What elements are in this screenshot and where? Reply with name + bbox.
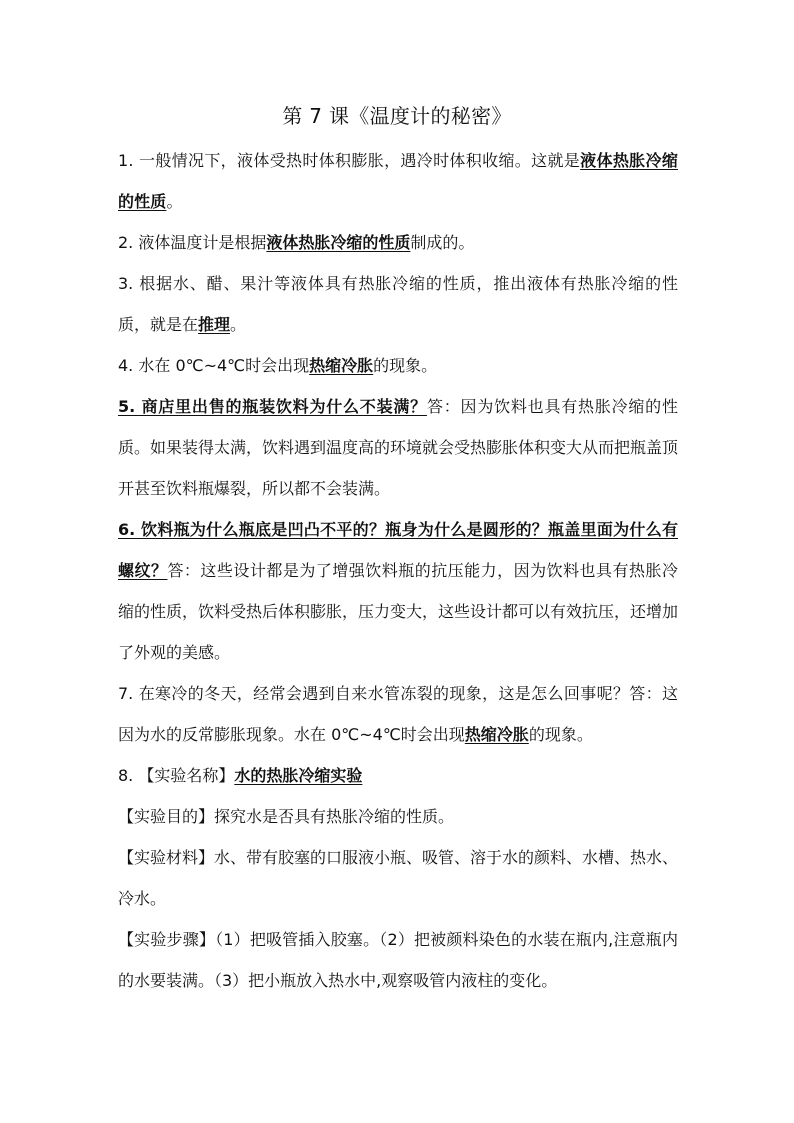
item-6	[118, 509, 678, 673]
item-3-text: 3. 根据水、醋、果汁等液体具有热胀冷缩的性质，推出液体有热胀冷缩的性质，就是在	[118, 274, 678, 334]
item-1-tail: 。	[166, 192, 183, 211]
item-2-key-term: 液体热胀冷缩的性质	[266, 233, 411, 252]
experiment-name: 水的热胀冷缩实验	[234, 766, 363, 785]
item-1	[118, 140, 678, 222]
item-3	[118, 263, 678, 345]
item-7	[118, 673, 678, 755]
experiment-steps: 【实验步骤】（1）把吸管插入胶塞。（2）把被颜料染色的水装在瓶内,注意瓶内的水要装满。（3）把小瓶放入热水中,观察吸管内液柱的变化。	[118, 930, 678, 990]
item-7-tail: 的现象。	[528, 725, 593, 744]
experiment-purpose: 【实验目的】探究水是否具有热胀冷缩的性质。	[118, 807, 455, 826]
experiment-materials: 【实验材料】水、带有胶塞的口服液小瓶、吸管、溶于水的颜料、水槽、热水、冷水。	[118, 848, 679, 908]
item-1-key-term: 液体热胀冷缩的性质	[118, 151, 679, 211]
item-6-question: 6. 饮料瓶为什么瓶底是凹凸不平的？瓶身为什么是圆形的？瓶盖里面为什么有螺纹？	[118, 520, 678, 580]
lesson-title: 第 7 课《温度计的秘密》	[282, 104, 512, 128]
item-7-key-term: 热缩冷胀	[464, 725, 529, 744]
item-8-label: 8. 【实验名称】	[118, 766, 235, 785]
item-8	[118, 755, 678, 796]
item-3-tail: 。	[230, 315, 247, 334]
item-4-text: 4. 水在 0℃~4℃时会出现	[118, 356, 310, 375]
item-3-key-term: 推理	[198, 315, 231, 334]
item-7-question: 7. 在寒冷的冬天，经常会遇到自来水管冻裂的现象，这是怎么回事呢？	[118, 684, 630, 703]
item-5-question: 5. 商店里出售的瓶装饮料为什么不装满？	[118, 397, 427, 416]
item-6-answer: 答：这些设计都是为了增强饮料瓶的抗压能力，因为饮料也具有热胀冷缩的性质，饮料受热后体积膨胀，压力变大，这些设计都可以有效抗压，还增加了外观的美感。	[118, 561, 679, 662]
item-7-answer: 答：这因为水的反常膨胀现象。水在 0℃~4℃时会出现	[118, 684, 678, 744]
item-2-text: 2. 液体温度计是根据	[118, 233, 267, 252]
item-5-answer: 答：因为饮料也具有热胀冷缩的性质。如果装得太满，饮料遇到温度高的环境就会受热膨胀体积变大从而把瓶盖顶开甚至饮料瓶爆裂，所以都不会装满。	[118, 397, 679, 498]
document-body	[118, 140, 678, 1001]
item-1-text: 1. 一般情况下，液体受热时体积膨胀，遇冷时体积收缩。这就是	[118, 151, 581, 170]
item-4-key-term: 热缩冷胀	[309, 356, 374, 375]
item-2	[118, 222, 678, 263]
item-2-tail: 制成的。	[410, 233, 475, 252]
item-4	[118, 345, 678, 386]
item-4-tail: 的现象。	[373, 356, 438, 375]
item-5	[118, 386, 678, 509]
